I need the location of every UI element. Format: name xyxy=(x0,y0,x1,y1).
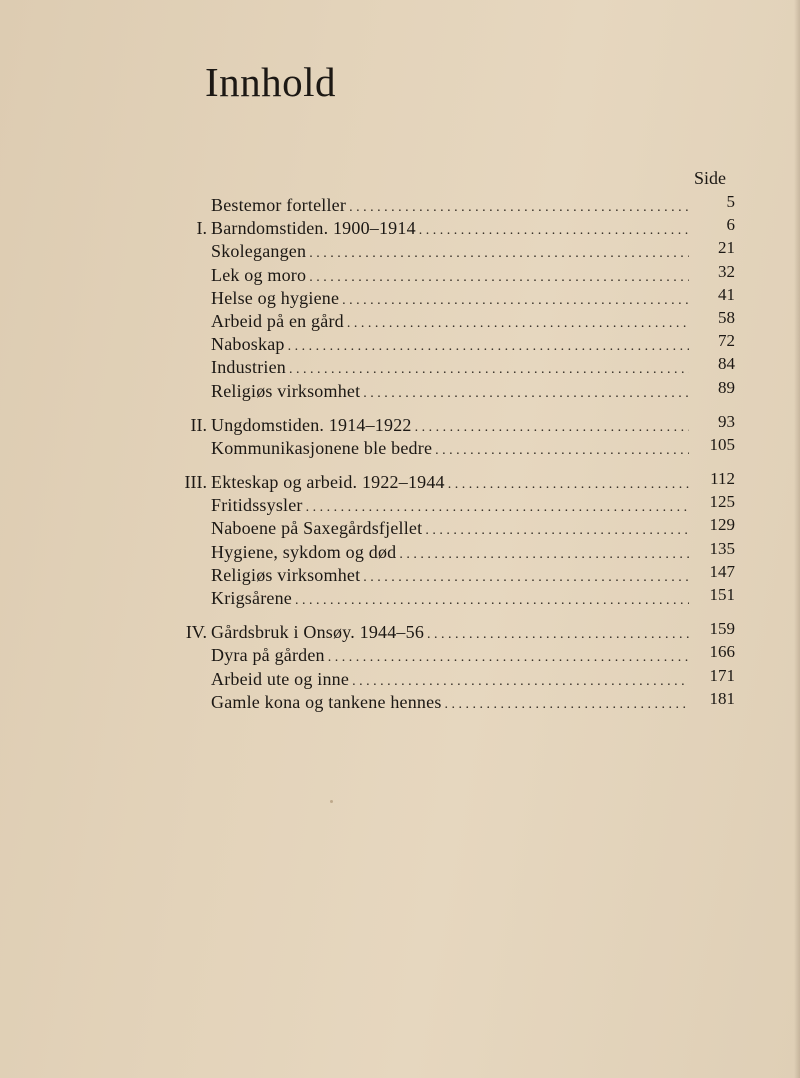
dot-leader xyxy=(289,358,689,381)
toc-entry xyxy=(175,665,735,691)
dot-leader xyxy=(419,219,689,242)
toc-entry xyxy=(175,411,735,437)
chapter-number: I. xyxy=(196,218,207,239)
dot-leader xyxy=(427,623,689,646)
page-title: Innhold xyxy=(205,59,337,105)
dot-leader xyxy=(363,566,689,589)
entry-title: Gamle kona og tankene hennes xyxy=(211,691,442,712)
dot-leader xyxy=(295,589,689,612)
entry-title: Barndomstiden. 1900–1914 xyxy=(211,218,416,239)
entry-title: Bestemor forteller xyxy=(211,195,347,215)
toc-entry xyxy=(175,240,735,263)
entry-title: Naboskap xyxy=(211,334,285,355)
chapter-number: II. xyxy=(190,414,207,435)
page-number: 171 xyxy=(709,665,735,685)
toc-entry xyxy=(175,688,735,714)
entry-title: Religiøs virksomhet xyxy=(211,380,361,401)
toc-entry xyxy=(175,644,735,667)
entry-title: Kommunikasjonene ble bedre xyxy=(211,437,433,458)
page-number: 21 xyxy=(718,238,735,258)
page-number: 41 xyxy=(718,284,735,304)
dot-leader xyxy=(306,496,689,519)
dot-leader xyxy=(425,519,689,542)
entry-title: Naboene på Saxegårdsfjellet xyxy=(211,518,423,539)
entry-title: Dyra på gården xyxy=(211,645,325,666)
toc-entry xyxy=(175,621,735,644)
page-edge-shadow xyxy=(794,0,800,1078)
page-number: 105 xyxy=(709,434,735,454)
entry-title: Krigsårene xyxy=(211,588,292,608)
entry-title: Industrien xyxy=(211,357,286,378)
page-number: 84 xyxy=(718,354,735,374)
page-column-header: Side xyxy=(693,168,726,188)
entry-title: Religiøs virksomhet xyxy=(211,564,361,585)
toc-entry xyxy=(175,194,735,217)
table-of-contents xyxy=(175,194,735,714)
page-number: 147 xyxy=(709,561,735,581)
entry-title: Hygiene, sykdom og død xyxy=(211,541,397,562)
dot-leader xyxy=(288,335,689,358)
dot-leader xyxy=(399,543,689,566)
toc-entry xyxy=(175,217,735,240)
entry-title: Skolegangen xyxy=(211,241,307,262)
entry-title: Ekteskap og arbeid. 1922–1944 xyxy=(211,472,445,493)
entry-title: Arbeid på en gård xyxy=(211,310,344,331)
dot-leader xyxy=(445,693,689,716)
entry-title: Ungdomstiden. 1914–1922 xyxy=(211,414,412,435)
page-number: 72 xyxy=(718,331,735,351)
toc-entry xyxy=(175,284,735,310)
toc-entry xyxy=(175,434,735,460)
page-number: 58 xyxy=(718,307,735,327)
dot-leader xyxy=(349,196,689,219)
entry-title: Lek og moro xyxy=(211,264,307,285)
page-number: 32 xyxy=(718,261,735,281)
toc-entry xyxy=(175,471,735,494)
page-number: 5 xyxy=(726,192,735,211)
chapter-number: III. xyxy=(184,472,207,493)
page-number: 6 xyxy=(726,215,735,235)
toc-entry xyxy=(175,494,735,517)
page-number: 151 xyxy=(709,585,735,604)
dot-leader xyxy=(309,266,689,289)
dot-leader xyxy=(309,242,689,265)
toc-entry xyxy=(175,377,735,403)
page-number: 112 xyxy=(710,469,735,489)
dot-leader xyxy=(347,312,689,335)
page-number: 125 xyxy=(709,492,735,512)
dot-leader xyxy=(352,670,689,693)
toc-entry xyxy=(175,261,735,287)
entry-title: Gårdsbruk i Onsøy. 1944–56 xyxy=(211,622,425,643)
page-number: 93 xyxy=(718,411,735,431)
toc-entry xyxy=(175,356,735,379)
entry-title: Fritidssysler xyxy=(211,495,303,516)
page-number: 135 xyxy=(709,538,735,558)
dot-leader xyxy=(435,439,689,462)
page-number: 166 xyxy=(709,642,735,662)
page-number: 159 xyxy=(709,619,735,639)
toc-entry xyxy=(175,538,735,564)
dot-leader xyxy=(363,382,689,405)
toc-entry xyxy=(175,333,735,356)
toc-entry xyxy=(175,587,735,610)
dot-leader xyxy=(415,416,689,439)
dot-leader xyxy=(342,289,689,312)
toc-entry xyxy=(175,561,735,587)
toc-entry xyxy=(175,517,735,540)
page-number: 129 xyxy=(709,515,735,535)
entry-title: Arbeid ute og inne xyxy=(211,668,350,689)
chapter-number: IV. xyxy=(185,622,207,643)
paper-speck xyxy=(330,800,333,803)
dot-leader xyxy=(328,646,689,669)
toc-entry xyxy=(175,307,735,333)
entry-title: Helse og hygiene xyxy=(211,287,340,308)
page-number: 89 xyxy=(718,377,735,397)
page-number: 181 xyxy=(709,688,735,708)
dot-leader xyxy=(448,473,689,496)
